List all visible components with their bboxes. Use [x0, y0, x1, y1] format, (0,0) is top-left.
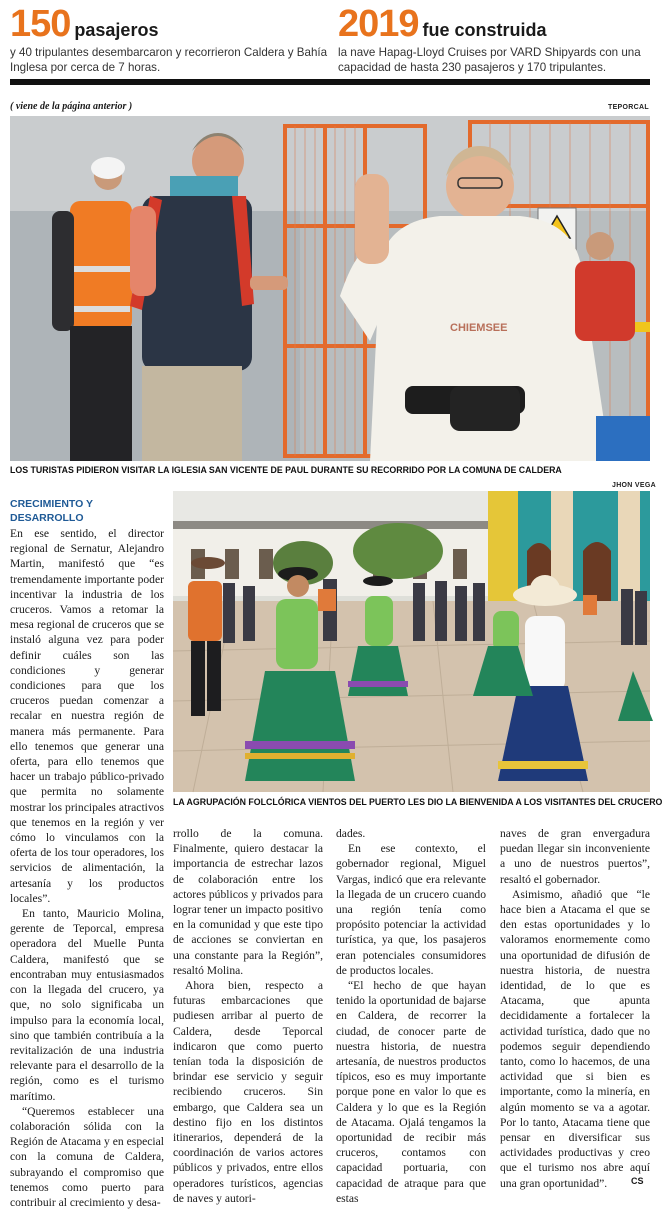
jacket-brand-text: CHIEMSEE: [450, 322, 508, 334]
section-title: CRECIMIENTO Y DESARROLLO: [10, 498, 93, 524]
paragraph: Ahora bien, respecto a futuras embarcaciones que pudiesen arribar al puerto de Caldera, desde Teporcal indicaron que como puerto tenían toda la disposición de brindar ese servicio y seguir recibiendo cruceros. Sin embargo, que Caldera sea un destino fijo en los distintos itinerarios, dependerá de la coordinación de varios actores públicos y privados, entre ellos operadores turísticos, agencias de naves y autori-: [173, 979, 323, 1205]
article-column-2: [173, 826, 323, 1206]
article-column-4: [500, 826, 650, 1191]
paragraph: “Queremos establecer una colaboración sólida con la Región de Atacama y en especial con la comuna de Caldera, subrayando el compromiso que tenemos como puerto para contribuir al crecimiento y desa-: [10, 1104, 164, 1209]
paragraph: dades.: [336, 827, 366, 840]
stat-label: fue construida: [422, 20, 547, 40]
stat-passengers: [10, 4, 328, 75]
paragraph: “El hecho de que hayan tenido la oportunidad de bajarse en Caldera, de recorrer la ciudad, de conocer parte de nuestra historia, de nuestra artesanía, de nuestros productos típicos, eso es muy importante porque pone en valor lo que es Caldera y lo que es la Región de Atacama. Ojalá tengamos la oportunidad de recibir más cruceros, contamos con capacidad portuaria, con capacidad de atraque para que estas: [336, 979, 486, 1205]
paragraph: En ese sentido, el director regional de Sernatur, Alejandro Martin, manifestó que “es tremendamente importante poder incentivar la industria de los cruceros. Vamos a retomar la mesa regional de cruceros que se instaló alguna vez para poder definir cuáles son las condiciones y generar condiciones para que los cruceros puedan comenzar a recalar en nuestra región de manera más permanente. Para ello tenemos que generar una oferta, para ello tenemos que hacer un trabajo público-privado que permita no solamente mostrar los principales atractivos que tenemos en la región y ver cómo lo vinculamos con la oferta de los tour operadores, los servicios de alimentación, la artesanía y los productos locales”.: [10, 527, 164, 905]
paragraph: En tanto, Mauricio Molina, gerente de Teporcal, empresa operadora del Muelle Punta Caldera, manifestó que se encontraban muy entusiasmados con la llegada del crucero, ya que, no solo significaba un impulso para la economía local, sino que también contribuía a la revitalización de una industria relevante para el desarrollo de la región, como es el turismo marítimo.: [10, 907, 164, 1103]
paragraph: En ese contexto, el gobernador regional, Miguel Vargas, indicó que era relevante la llegada de un crucero cuando una región tenía como propósito potenciar la actividad turística, ya que, los pasajeros eran potenciales consumidores de productos locales.: [336, 842, 486, 977]
article-column-1: [10, 526, 164, 1210]
photo-caption: LA AGRUPACIÓN FOLCLÓRICA VIENTOS DEL PUERTO LES DIO LA BIENVENIDA A LOS VISITANTES DEL CRUCERO: [173, 797, 662, 807]
photo-credit: TEPORCAL: [608, 104, 649, 111]
stat-number: 150: [10, 3, 71, 45]
article-column-3: [336, 826, 486, 1206]
stat-construction-year: [338, 4, 650, 75]
stat-description: la nave Hapag-Lloyd Cruises por VARD Shipyards con una capacidad de hasta 230 pasajeros y 170 tripulantes.: [338, 46, 641, 74]
paragraph: naves de gran envergadura puedan llegar sin inconveniente a uno de nuestros puertos”, resaltó el gobernador.: [500, 827, 650, 886]
end-mark: CS: [631, 1176, 644, 1186]
folk-dance-photo: [173, 491, 650, 792]
paragraph: Asimismo, añadió que “le hace bien a Atacama el que se den estas oportunidades y lo valoramos enormemente como una oportunidad de difusión de nuestra historia, de nuestra identidad, de lo que es Atacama, que apunta decididamente a fortalecer la actividad turística, dado que no podemos seguir dependiendo tanto, como lo hacemos, de una actividad que si bien es importante, como la minería, en algún momento se va a agotar. Por lo tanto, Atacama tiene que pensar en diversificar sus actividades productivas y creo que el turismo nos abre aquí una gran oportunidad”.: [500, 887, 650, 1190]
stat-number: 2019: [338, 3, 419, 45]
header-divider: [10, 79, 650, 85]
tourists-photo: [10, 116, 650, 461]
photo-credit: JHON VEGA: [612, 482, 656, 489]
stat-label: pasajeros: [74, 20, 159, 40]
paragraph: rrollo de la comuna. Finalmente, quiero destacar la importancia de estrechar lazos de colaboración entre los actores públicos y privados para lograr tener un impacto positivo en la comunidad y que este tipo de acciones se conviertan en una constante para la Región”, resaltó Molina.: [173, 827, 323, 977]
continued-label: ( viene de la página anterior ): [10, 101, 133, 112]
photo-caption: LOS TURISTAS PIDIERON VISITAR LA IGLESIA SAN VICENTE DE PAUL DURANTE SU RECORRIDO POR LA COMUNA DE CALDERA: [10, 465, 562, 475]
stat-description: y 40 tripulantes desembarcaron y recorrieron Caldera y Bahía Inglesa por cerca de 7 horas.: [10, 46, 328, 74]
